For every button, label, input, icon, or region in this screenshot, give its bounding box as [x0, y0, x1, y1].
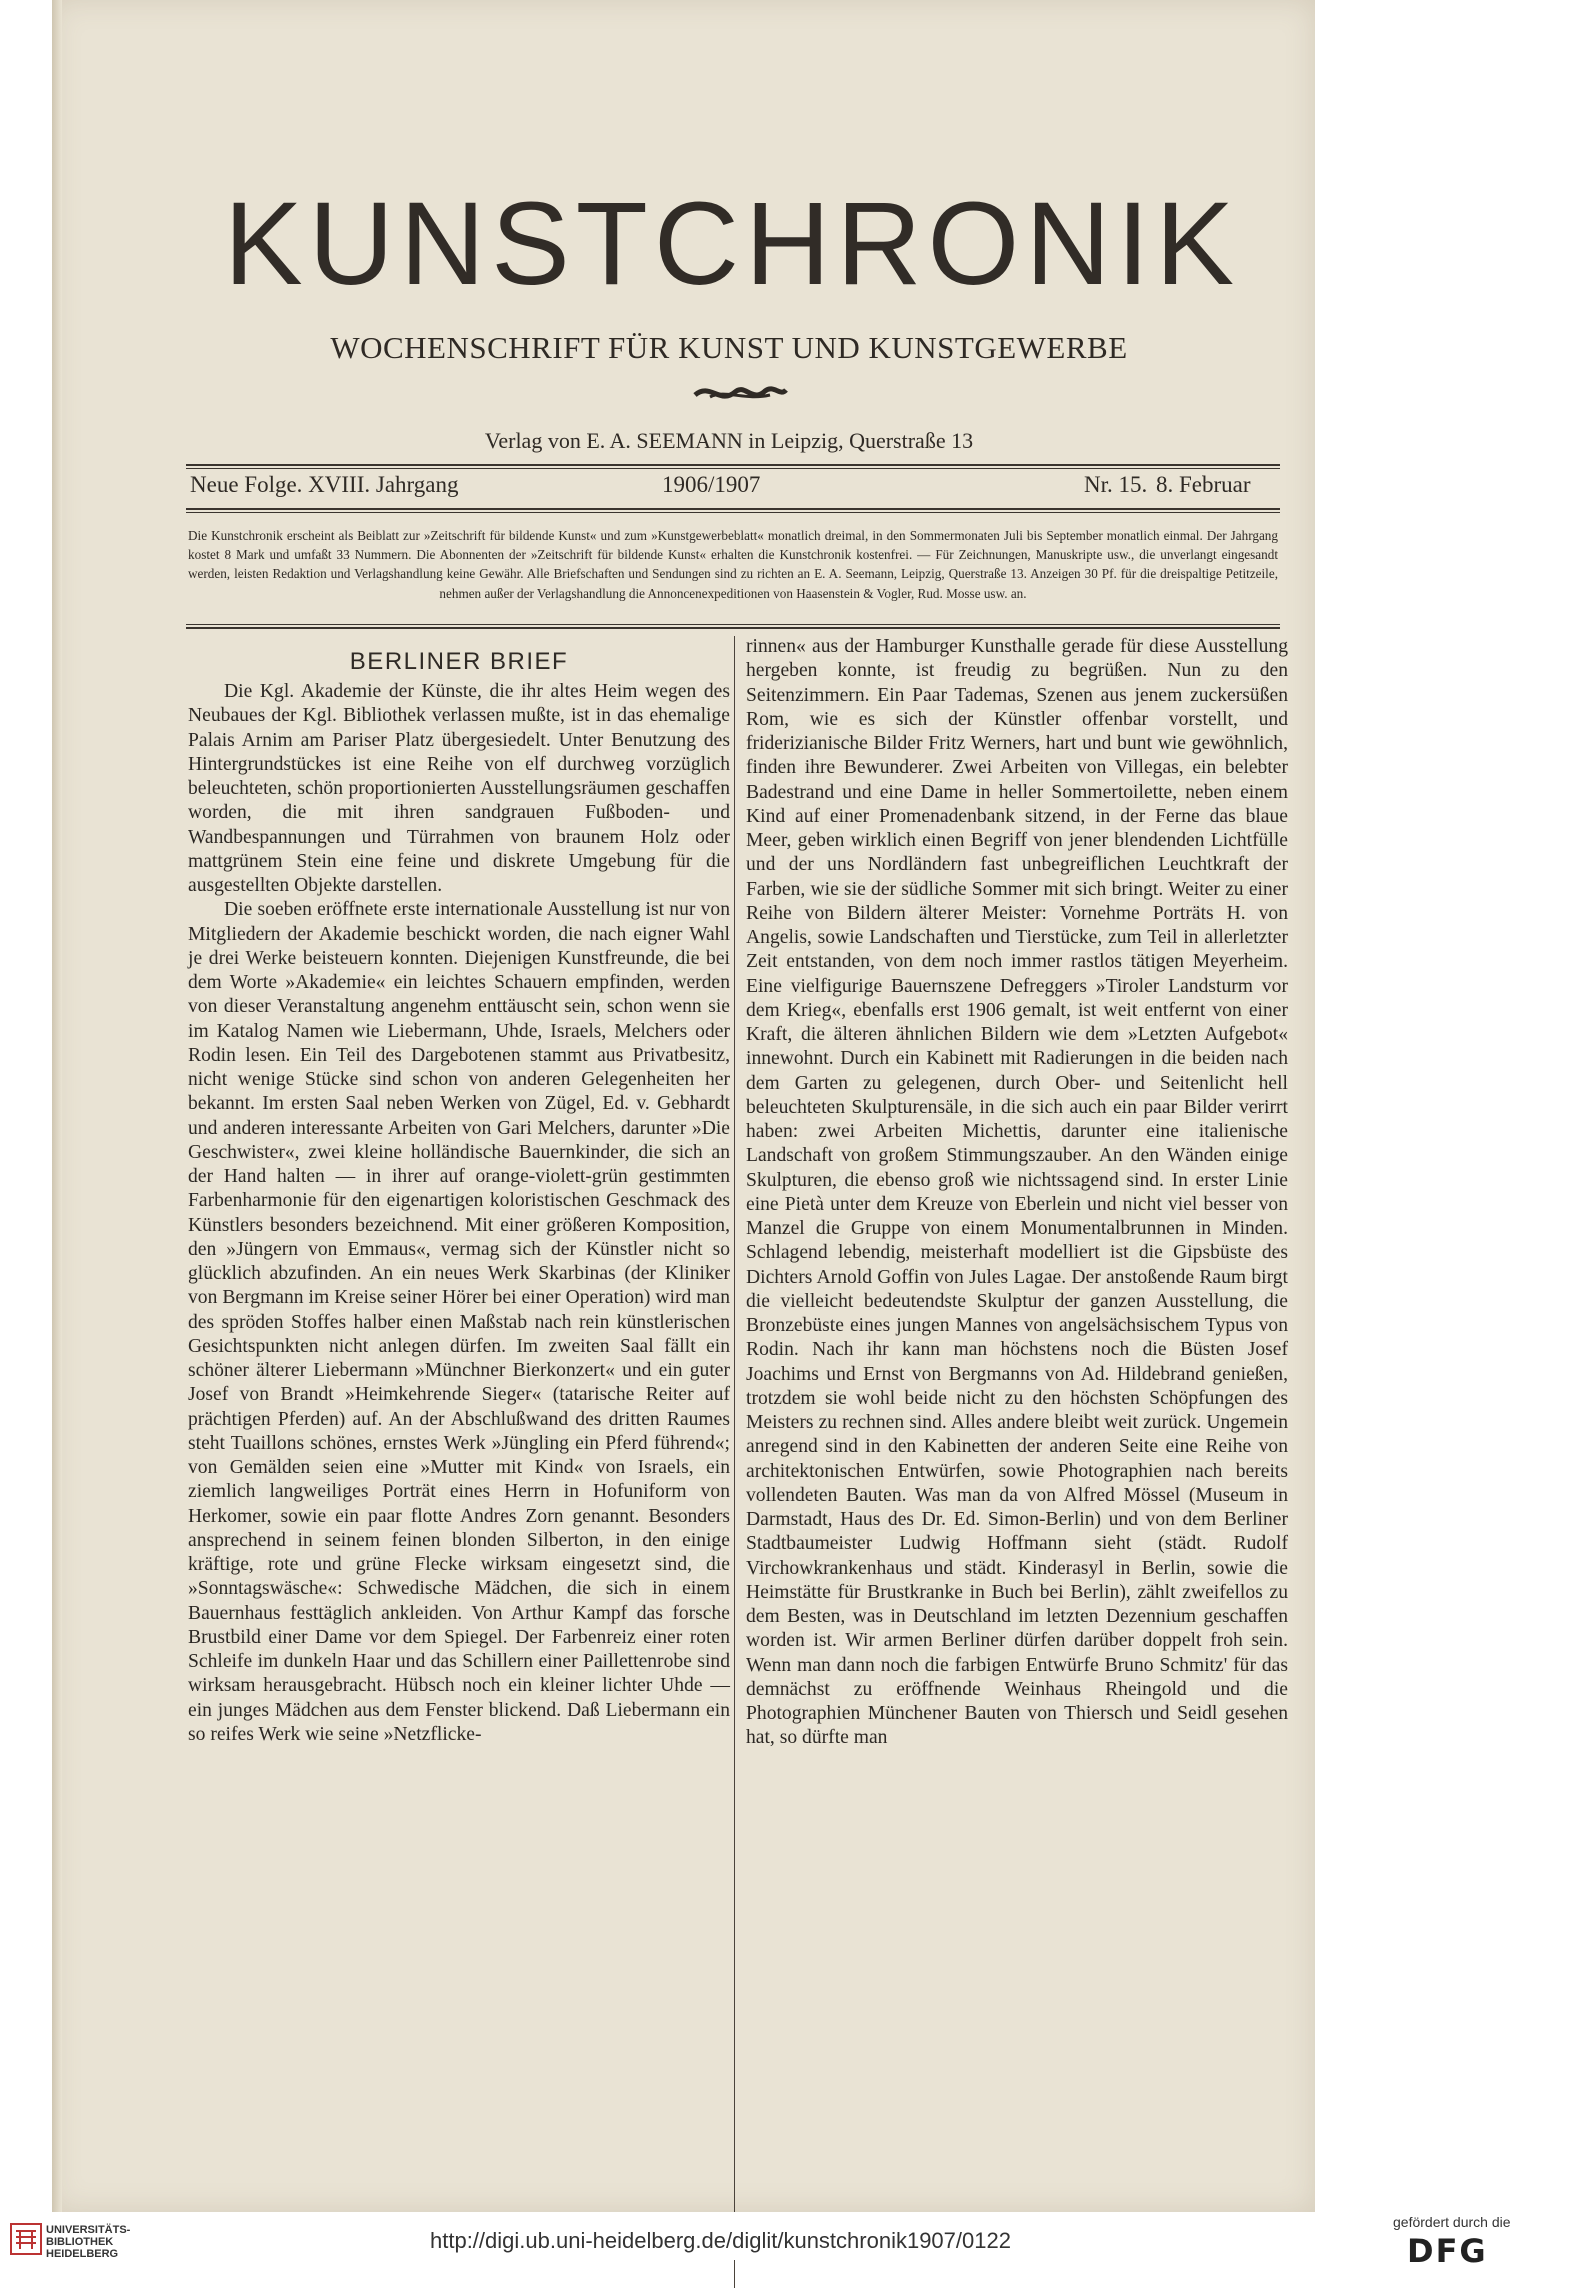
dfg-logo: DFG [1407, 2232, 1488, 2270]
issue-years: 1906/1907 [662, 472, 761, 497]
article-heading: BERLINER BRIEF [349, 648, 569, 675]
issue-rule [186, 508, 1280, 510]
column-divider [734, 636, 735, 2288]
library-line: HEIDELBERG [46, 2248, 119, 2260]
paragraph: Die soeben eröffnete erste internationale Ausstellung ist nur von Mitgliedern der Akademie beschickt worden, die nach eigner Wahl je drei Werke beisteuern konnten. Diejenigen Kunstfreunde, die bei dem Worte »Akademie« ein leichtes Schauern empfinden, werden von dieser Veranstaltung angenehm enttäuscht sein, schon wenn sie im Katalog Namen wie Liebermann, Uhde, Israels, Melchers oder Rodin lesen. Ein Teil des Dargebotenen stammt aus Privatbesitz, nicht wenige Stücke sind schon von anderen Gelegenheiten her bekannt. Im ersten Saal neben Werken von Zügel, Ed. v. Gebhardt und anderen interessante Arbeiten von Gari Melchers, darunter »Die Geschwister«, zwei kleine holländische Bauernkinder, die sich an der Hand halten — in ihrer auf orange-violett-grün gestimmten Farbenharmonie für den eigenartigen koloristischen Geschmack des Künstlers besonders bezeichnend. Mit einer größeren Komposition, den »Jüngern von Emmaus«, vermag sich der Künstler nicht so glücklich abzufinden. An ein neues Werk Skarbinas (der Kliniker von Bergmann im Kreise seiner Hörer bei einer Operation) wird man des spröden Stoffes halber einen Maßstab nach rein künstlerischen Gesichtspunkten nicht anlegen dürfen. Im zweiten Saal fällt ein schöner älterer Liebermann »Münchner Bierkonzert« und ein guter Josef von Brandt »Heimkehrende Sieger« (tatarische Reiter auf prächtigen Pferden) auf. An der Abschlußwand des dritten Raumes steht Tuaillons schönes, ernstes Werk »Jüngling ein Pferd führend«; von Gemälden seien eine »Mutter mit Kind« von Israels, ein ziemlich langweiliges Porträt eines Herrn in Hofuniform von Herkomer, sowie ein paar flotte Andres Zorn genannt. Besonders ansprechend in seinem feinen blonden Silberton, in den einige kräftige, rote und grüne Flecke wirksam eingesetzt sind, die »Sonntagswäsche«: Schwedische Mädchen, die sich in einem Bauernhaus festtäglich ankleiden. Von Arthur Kampf das forsche Brustbild einer Dame vor dem Spiegel. Der Farbenreiz einer roten Schleife im dunkeln Haar und das Schillern einer Paillettenrobe sind wirksam herausgebracht. Hübsch noch ein kleiner lichter Uhde — ein junges Mädchen aus dem Fenster blickend. Daß Liebermann ein so reifes Werk wie seine »Netzflicke- [188, 899, 730, 1745]
library-line: UNIVERSITÄTS- [46, 2224, 131, 2236]
library-seal-icon [10, 2223, 42, 2255]
funding-label: gefördert durch die [1393, 2214, 1511, 2230]
paragraph: rinnen« aus der Hamburger Kunsthalle gerade für diese Ausstellung hergeben konnte, ist freudig zu begrüßen. Nun zu den Seitenzimmern. Ein Paar Tademas, Szenen aus jenem zuckersüßen Rom, wie es sich der Künstler offenbar vorstellt, und friderizianische Bilder Fritz Werners, hart und bunt wie gewöhnlich, finden ihre Bewunderer. Zwei Arbeiten von Villegas, ein belebter Badestrand und eine Dame in heller Sommertoilette, neben einem Kind auf einer Promenadenbank sitzend, in der Ferne das blaue Meer, geben wirklich einen Begriff von jener blendenden Lichtfülle und der uns Nordländern fast unbegreiflichen Leuchtkraft der Farben, wie sie der südliche Sommer mit sich bringt. Weiter zu einer Reihe von Bildern älterer Meister: Vornehme Porträts H. von Angelis, sowie Landschaften und Tierstücke, zum Teil in allerletzter Zeit entstanden, von dem noch immer rastlos tätigen Meyerheim. Eine vielfigurige Bauernszene Defreggers »Tiroler Landsturm vor dem Krieg«, ebenfalls erst 1906 gemalt, ist weit entfernt von einer Kraft, die älteren ähnlichen Bildern wie dem »Letzten Aufgebot« innewohnt. Durch ein Kabinett mit Radierungen in die beiden nach dem Garten zu gelegenen, durch Ober- und Seitenlicht hell beleuchteten Skulpturensäle, in die sich auch ein paar Bilder verirrt haben: zwei Arbeiten Michettis, darunter eine italienische Landschaft von großem Stimmungszauber. An den Wänden einige Skulpturen, die ebenso groß wie nichtssagend sind. In erster Linie eine Pietà unter dem Kreuze von Eberlein und nicht viel besser von Manzel die Gruppe von einem Monumentalbrunnen in Minden. Schlagend lebendig, meisterhaft modelliert ist die Gipsbüste des Dichters Arnold Goffin von Jules Lagae. Der anstoßende Raum birgt die vielleicht bedeutendste Skulptur der ganzen Ausstellung, die Bronzebüste eines jungen Mannes von angelsächsischem Typus von Rodin. Nach ihr kann man höchstens noch die Büsten Josef Joachims und Ernst von Bergmanns von Ad. Hildebrand genießen, trotzdem sie wohl beide nicht zu den höchsten Schöpfungen des Meisters zu rechnen sind. Alles andere bleibt weit zurück. Ungemein anregend sind in den Kabinetten der anderen Seite eine Reihe von architektonischen Entwürfen, sowie Photographien nach bereits vollendeten Bauten. Was man da von Alfred Mössel (Museum in Darmstadt, Haus des Dr. Ed. Simon-Berlin) und von dem Berliner Stadtbaumeister Ludwig Hoffmann sieht (städt. Rudolf Virchowkrankenhaus und städt. Kinderasyl in Berlin, sowie die Heimstätte für Brustkranke in Buch bei Berlin), zählt zweifellos zu dem Besten, was in Deutschland im letzten Dezennium geschaffen worden ist. Wir armen Berliner dürfen darüber doppelt froh sein. Wenn man dann noch die farbigen Entwürfe Bruno Schmitz' für das demnächst zu eröffnende Weinhaus Rheingold und die Photographien Münchener Bauten von Thiersch und Seidl gesehen hat, so dürfte man [746, 636, 1288, 1749]
article-left-column [188, 680, 730, 1747]
permalink[interactable]: http://digi.ub.uni-heidelberg.de/diglit/kunstchronik1907/0122 [430, 2228, 1011, 2253]
issue-rule-thin [186, 512, 1280, 513]
masthead-title: KUNSTCHRONIK [223, 178, 1241, 310]
issue-number: Nr. 15. [1084, 472, 1148, 497]
library-line: BIBLIOTHEK [46, 2236, 114, 2248]
top-rule-thin [186, 468, 1280, 469]
library-name [46, 2224, 130, 2260]
issue-series: Neue Folge. XVIII. Jahrgang [190, 472, 459, 497]
publisher-line: Verlag von E. A. SEEMANN in Leipzig, Querstraße 13 [484, 428, 974, 453]
newspaper-page [170, 0, 1288, 2212]
article-right-column [746, 635, 1288, 1751]
page-edge [52, 0, 62, 2212]
top-rule [186, 464, 1280, 466]
subscription-notice: Die Kunstchronik erscheint als Beiblatt zur »Zeitschrift für bildende Kunst« und zum »Kunstgewerbeblatt« monatlich dreimal, in den Sommermonaten Juli bis September monatlich einmal. Der Jahrgang kostet 8 Mark und umfaßt 33 Nummern. Die Abonnenten der »Zeitschrift für bildende Kunst« erhalten die Kunstchronik kostenfrei. — Für Zeichnungen, Manuskripte usw., die unverlangt eingesandt werden, leisten Redaktion und Verlagshandlung keine Gewähr. Alle Briefschaften und Sendungen sind zu richten an E. A. Seemann, Leipzig, Querstraße 13. Anzeigen 30 Pf. für die dreispaltige Petitzeile, nehmen außer der Verlagshandlung die Annoncenexpeditionen von Haasenstein & Vogler, Rud. Mosse usw. an. [188, 528, 1278, 601]
notice-rule-thick [186, 627, 1280, 629]
paragraph: Die Kgl. Akademie der Künste, die ihr altes Heim wegen des Neubaues der Kgl. Bibliothek verlassen mußte, ist in das ehemalige Palais Arnim am Pariser Platz übergesiedelt. Unter Benutzung des Hintergrundstückes ist eine Reihe von elf durchweg vorzüglich beleuchteten, schön proportionierten Ausstellungsräumen geschaffen worden, die mit ihren sandgrauen Fußboden- und Wandbespannungen und Türrahmen von braunem Holz oder mattgrünem Stein eine feine und diskrete Umgebung für die ausgestellten Objekte darstellen. [188, 681, 730, 896]
masthead-subtitle: WOCHENSCHRIFT FÜR KUNST UND KUNSTGEWERBE [330, 330, 1128, 365]
ornament-icon [690, 377, 790, 407]
notice-rule [186, 624, 1280, 625]
issue-date: 8. Februar [1156, 472, 1251, 497]
issue-line [188, 472, 1278, 504]
